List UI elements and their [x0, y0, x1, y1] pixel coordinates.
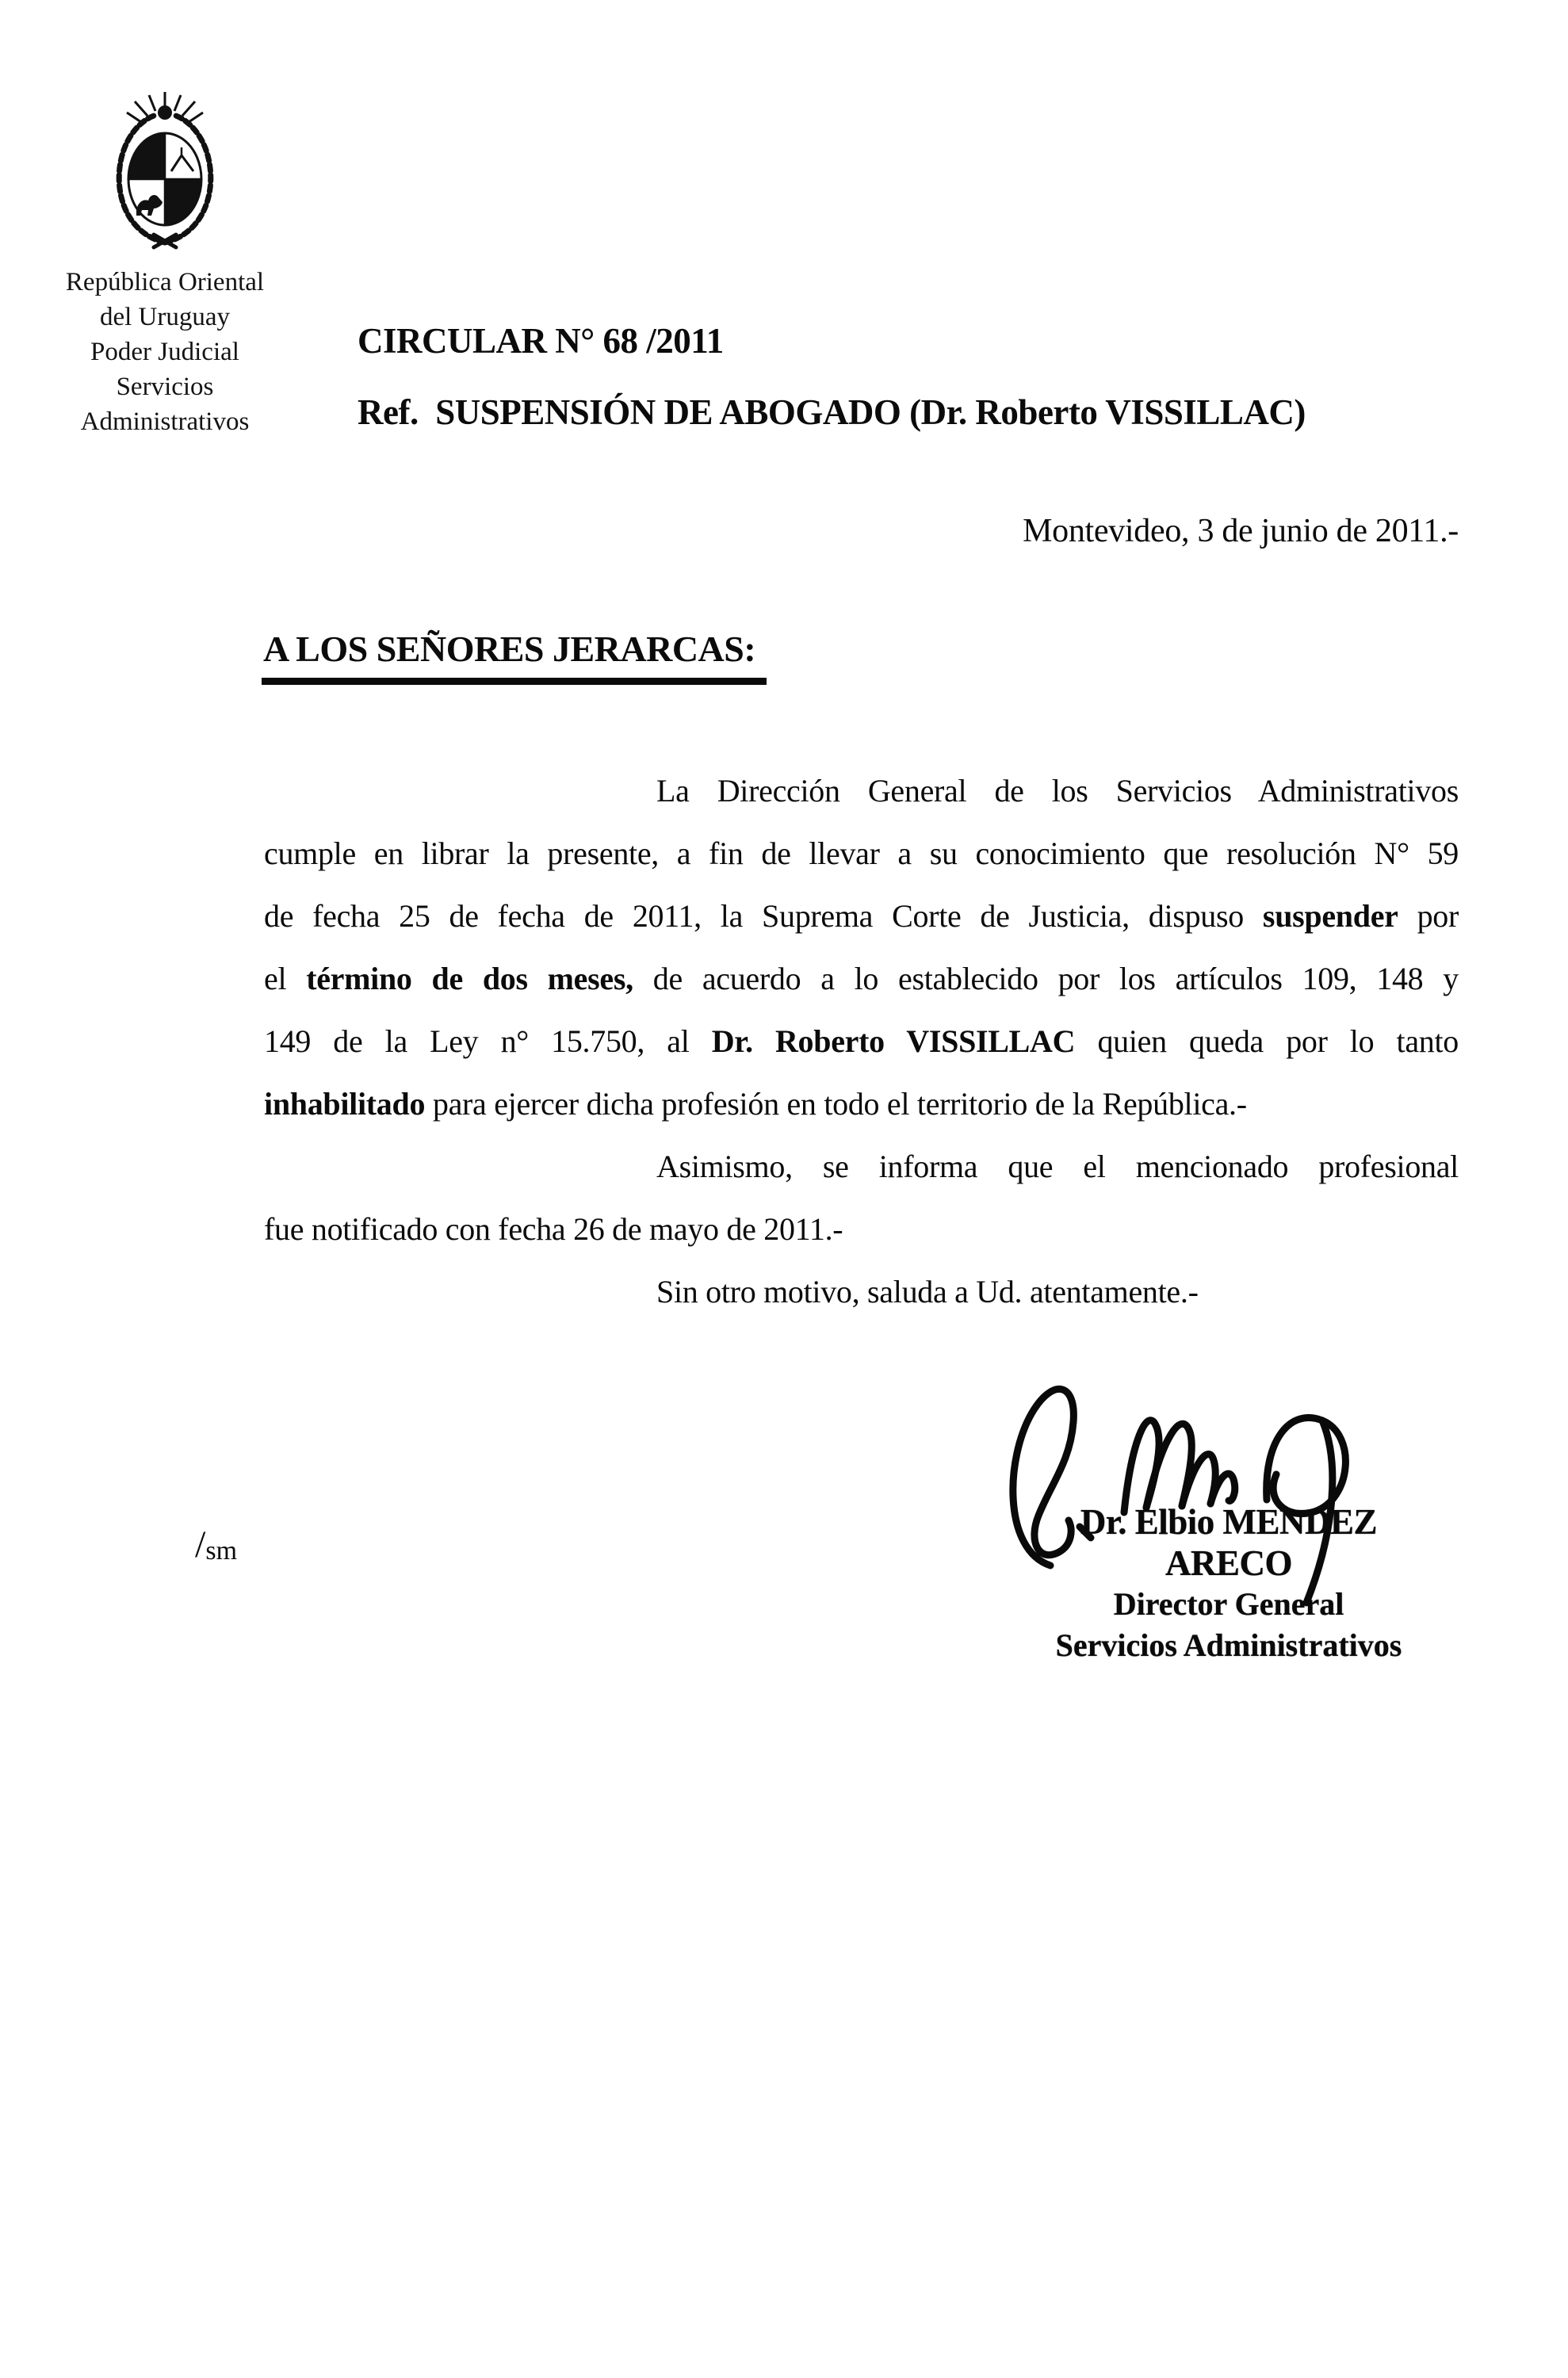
uruguay-coat-of-arms-icon — [106, 89, 224, 255]
body-text-bold: término de dos meses, — [306, 961, 633, 996]
letterhead-org-line: del Uruguay — [99, 303, 231, 331]
letterhead-org-line: Servicios — [116, 373, 214, 401]
body-text: cumple en librar la presente, a fin de llevar a su conocimiento que resolución N° 59 — [264, 835, 1459, 871]
body-text: el — [264, 961, 307, 996]
reference-title: Ref. SUSPENSIÓN DE ABOGADO (Dr. Roberto VISSILLAC) — [358, 392, 1306, 432]
body-text-bold: inhabilitado — [264, 1086, 426, 1122]
body-line — [264, 759, 1459, 822]
body-line — [264, 1260, 1459, 1323]
body-text-bold: Dr. Roberto VISSILLAC — [711, 1023, 1076, 1059]
letterhead-org-line: República Oriental — [65, 268, 265, 296]
dateline: Montevideo, 3 de junio de 2011.- — [1023, 513, 1459, 549]
body-text: La Dirección General de los Servicios Administrativos — [656, 773, 1459, 809]
body-text: quien queda por lo tanto — [1075, 1023, 1459, 1059]
body-text-bold: suspender — [1262, 898, 1398, 934]
handwritten-signature-icon — [983, 1363, 1403, 1625]
body-line — [264, 1072, 1459, 1135]
letter-body — [264, 759, 1459, 1323]
body-text: fue notificado con fecha 26 de mayo de 2011.- — [264, 1211, 843, 1247]
body-text: para ejercer dicha profesión en todo el territorio de la República.- — [425, 1086, 1247, 1122]
body-line — [264, 1010, 1459, 1072]
body-text: Asimismo, se informa que el mencionado profesional — [656, 1149, 1459, 1184]
letterhead-org-line: Administrativos — [80, 407, 250, 436]
body-text: Sin otro motivo, saluda a Ud. atentamente.- — [656, 1274, 1199, 1309]
letterhead-org-line: Poder Judicial — [90, 338, 239, 366]
typist-letters: sm — [205, 1536, 238, 1566]
body-text: 149 de la Ley n° 15.750, al — [264, 1023, 712, 1059]
signatory-department: Servicios Administrativos — [1055, 1627, 1402, 1663]
typist-slash: / — [195, 1524, 206, 1566]
body-line — [264, 1198, 1459, 1260]
typist-initials — [195, 1525, 237, 1569]
body-text: de acuerdo a lo establecido por los artículos 109, 148 y — [633, 961, 1459, 996]
salutation-heading: A LOS SEÑORES JERARCAS: — [262, 628, 767, 685]
body-line — [264, 822, 1459, 885]
circular-number-title: CIRCULAR N° 68 /2011 — [358, 321, 724, 361]
body-text: por — [1398, 898, 1459, 934]
body-text: de fecha 25 de fecha de 2011, la Suprema Corte de Justicia, dispuso — [264, 898, 1263, 934]
body-line — [264, 947, 1459, 1010]
body-line — [264, 1135, 1459, 1198]
letterhead-org-block — [32, 265, 298, 439]
body-line — [264, 885, 1459, 947]
signatory-role: Director General — [1113, 1586, 1344, 1622]
signatory-name: Dr. Elbio MENDEZ ARECO — [1080, 1502, 1378, 1583]
